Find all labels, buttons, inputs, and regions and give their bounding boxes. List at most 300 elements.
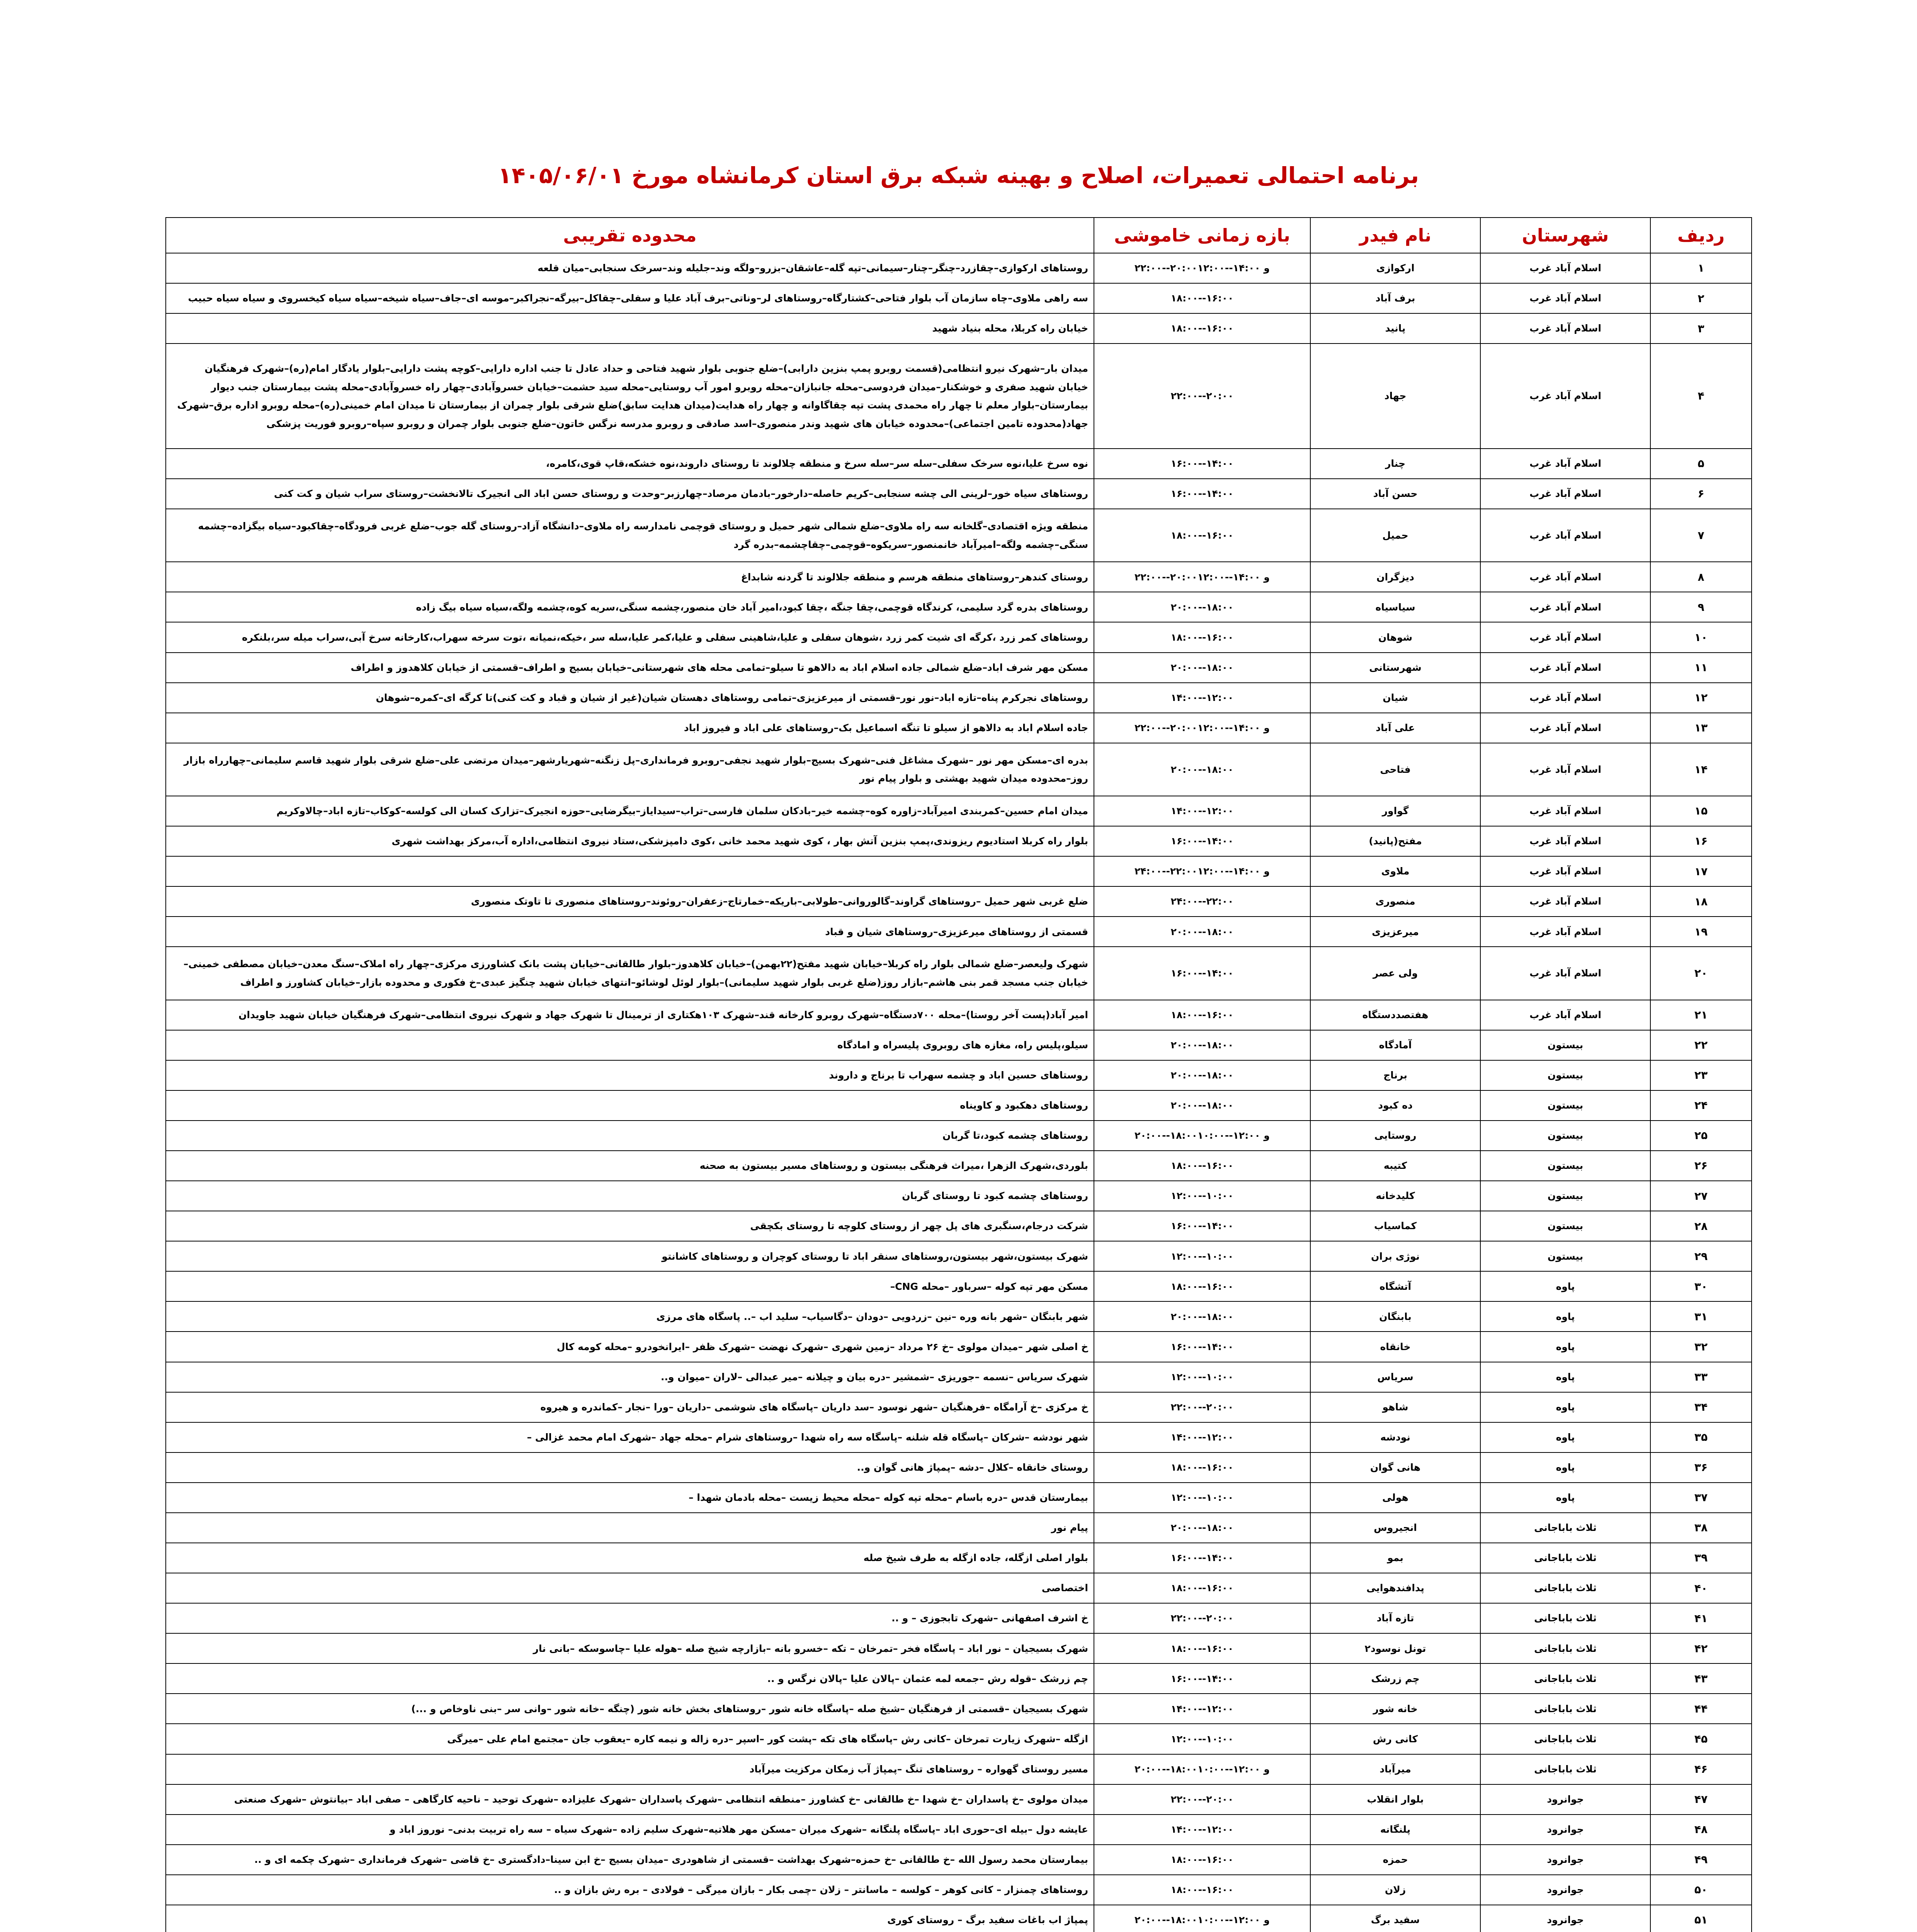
table-row xyxy=(166,1724,1752,1754)
city-cell: پاوه xyxy=(1480,1422,1650,1452)
outage-time-cell: ۱۸:۰۰--۱۶:۰۰ xyxy=(1094,509,1310,562)
feeder-cell: ملاوی xyxy=(1310,856,1480,886)
area-cell: روستاهای ارکوازی–چقازرد–چنگر–چنار–سیمانی–تپه گله–عاشقان–بزرو–ولگه وند–جلیله وند–سرخک سنجابی–میان قلعه xyxy=(166,253,1094,283)
city-cell: اسلام آباد غرب xyxy=(1480,283,1650,313)
feeder-cell: ده کبود xyxy=(1310,1090,1480,1121)
city-cell: بیستون xyxy=(1480,1030,1650,1060)
feeder-cell: حمیل xyxy=(1310,509,1480,562)
outage-time-cell: ۱۴:۰۰--۱۲:۰۰ xyxy=(1094,683,1310,713)
table-row xyxy=(166,253,1752,283)
area-cell: شهرک بسیجیان – نور اباد – پاسگاه فخر –تمرخان – تکه –خسرو بانه –بازارچه شیخ صله –هوله علیا –چاسوسکه –بانی نار xyxy=(166,1633,1094,1663)
area-cell: مسیر روستای گهواره – روستاهای تنگ –پمپاژ آب زمکان مرکزیت میرآباد xyxy=(166,1754,1094,1784)
city-cell: پاوه xyxy=(1480,1483,1650,1513)
outage-time-cell: ۲۰:۰۰--۱۸:۰۰ xyxy=(1094,592,1310,622)
row-number: ۴ xyxy=(1650,344,1752,449)
area-cell: روستاهای دهکبود و کاویناه xyxy=(166,1090,1094,1121)
area-cell: روستاهای چشمه کبود،تا گربان xyxy=(166,1121,1094,1151)
row-number: ۲۹ xyxy=(1650,1241,1752,1271)
table-row xyxy=(166,917,1752,947)
table-row xyxy=(166,1483,1752,1513)
table-row xyxy=(166,796,1752,826)
area-cell: روستاهای چشمه کبود تا روستای گربان xyxy=(166,1181,1094,1211)
row-number: ۴۰ xyxy=(1650,1573,1752,1603)
city-cell: اسلام آباد غرب xyxy=(1480,796,1650,826)
area-cell: روستاهای کمر زرد ،کرگه ای شیت کمر زرد ،شوهان سفلی و علیا،شاهینی سفلی و علیا،کمر علیا،سله سر ،خیکه،نمیانه ،توت سرخه سهراب،کارخانه سرخ آبی،سراب میله سر،بلنکره xyxy=(166,622,1094,652)
feeder-cell: برناج xyxy=(1310,1060,1480,1090)
feeder-cell: ارکوازی xyxy=(1310,253,1480,283)
row-number: ۲۱ xyxy=(1650,1000,1752,1030)
table-row xyxy=(166,1573,1752,1603)
table-row xyxy=(166,1815,1752,1845)
table-row xyxy=(166,1845,1752,1875)
row-number: ۴۸ xyxy=(1650,1815,1752,1845)
outage-schedule-table xyxy=(165,217,1752,1932)
table-row xyxy=(166,1271,1752,1301)
row-number: ۱۶ xyxy=(1650,826,1752,856)
outage-time-cell: ۱۸:۰۰--۱۶:۰۰ xyxy=(1094,1845,1310,1875)
area-cell: مسکن مهر تپه کوله –سرباور –محله CNG– xyxy=(166,1271,1094,1301)
city-cell: بیستون xyxy=(1480,1090,1650,1121)
feeder-cell: شوهان xyxy=(1310,622,1480,652)
row-number: ۲۵ xyxy=(1650,1121,1752,1151)
outage-time-cell: ۲۴:۰۰--۲۲:۰۰و ۱۴:۰۰--۱۲:۰۰ xyxy=(1094,856,1310,886)
feeder-cell: شهرستانی xyxy=(1310,653,1480,683)
row-number: ۴۱ xyxy=(1650,1603,1752,1633)
table-row xyxy=(166,1392,1752,1422)
area-cell: جاده اسلام اباد به دالاهو از سیلو تا تنگه اسماعیل بک–روستاهای علی اباد و فیروز اباد xyxy=(166,713,1094,743)
table-row xyxy=(166,886,1752,917)
city-cell: ثلاث باباجانی xyxy=(1480,1663,1650,1694)
row-number: ۲۲ xyxy=(1650,1030,1752,1060)
table-row xyxy=(166,1513,1752,1543)
city-cell: بیستون xyxy=(1480,1060,1650,1090)
area-cell: شهر نودشه –شرکان –پاسگاه قله شلنه –پاسگاه سه راه شهدا –روستاهای شرام –محله جهاد –شهرک امام محمد غزالی – xyxy=(166,1422,1094,1452)
feeder-cell: روستایی xyxy=(1310,1121,1480,1151)
table-row xyxy=(166,1784,1752,1815)
table-row xyxy=(166,1422,1752,1452)
table-row xyxy=(166,1603,1752,1633)
feeder-cell: منصوری xyxy=(1310,886,1480,917)
outage-time-cell: ۲۰:۰۰--۱۸:۰۰ xyxy=(1094,1090,1310,1121)
area-cell: روستاهای بدره گرد سلیمی، کرندگاه قوچمی،چقا جنگه ،چقا کبود،امیر آباد خان منصور،چشمه سنگی،سریه کوه،چشمه ولگه،سیاه سیاه بیگ زاده xyxy=(166,592,1094,622)
city-cell: بیستون xyxy=(1480,1121,1650,1151)
area-cell: منطقه ویژه اقتصادی–گلخانه سه راه ملاوی–ضلع شمالی شهر حمیل و روستای قوچمی نامدارسه راه ملاوی–دانشگاه آزاد–روستای گله جوب–ضلع غربی فرودگاه–چقاکبود–سیاه بیگزاده–چشمه سنگی–چشمه ولگه–امیرآباد خانمنصور–سریکوه–قوچمی–چقاچشمه–بدره گرد xyxy=(166,509,1094,562)
area-cell: بدره ای–مسکن مهر نور –شهرک مشاغل فنی–شهرک بسیج–بلوار شهید نجفی–روبرو فرمانداری–پل زنگنه–شهریارشهر–میدان مرتضی علی–ضلع شرقی بلوار شهید قاسم سلیمانی–چهارراه بازار روز–محدوده میدان شهید بهشتی و بلوار پیام نور xyxy=(166,743,1094,796)
city-cell: اسلام آباد غرب xyxy=(1480,344,1650,449)
area-cell: بیمارستان قدس –دره باسام –محله تپه کوله –محله محیط زیست –محله بادمان شهدا – xyxy=(166,1483,1094,1513)
area-cell: عایشه دول –بیله ای–حوری اباد –پاسگاه پلنگانه –شهرک میران –مسکن مهر هلاتیه–شهرک سلیم زاده –شهرک سیاه – سه راه تربیت بدنی– نوروز اباد و xyxy=(166,1815,1094,1845)
row-number: ۳۴ xyxy=(1650,1392,1752,1422)
city-cell: ثلاث باباجانی xyxy=(1480,1754,1650,1784)
table-row xyxy=(166,1905,1752,1932)
outage-time-cell: ۲۲:۰۰--۲۰:۰۰ xyxy=(1094,1603,1310,1633)
area-cell: روستاهای نجرکرم پناه–تازه اباد–نور نور–قسمتی از میرعزیزی–تمامی روستاهای دهستان شیان(غیر از شیان و قباد و کت کنی)تا کرگه ای–کمره–شوهان xyxy=(166,683,1094,713)
city-cell: پاوه xyxy=(1480,1271,1650,1301)
area-cell: شهر بابنگان –شهر بانه وره –نین –زردویی –دودان –دگاسیاب– سلید اب –.. پاسگاه های مرزی xyxy=(166,1301,1094,1332)
table-row xyxy=(166,856,1752,886)
area-cell: اختصاصی xyxy=(166,1573,1094,1603)
table-row xyxy=(166,683,1752,713)
table-row xyxy=(166,713,1752,743)
row-number: ۳۶ xyxy=(1650,1452,1752,1483)
feeder-cell: انجیروس xyxy=(1310,1513,1480,1543)
feeder-cell: کتیبه xyxy=(1310,1151,1480,1181)
feeder-cell: ولی عصر xyxy=(1310,947,1480,1000)
table-row xyxy=(166,1754,1752,1784)
outage-time-cell: ۱۸:۰۰--۱۶:۰۰ xyxy=(1094,1271,1310,1301)
table-row xyxy=(166,283,1752,313)
area-cell: شرکت درجام،سنگبری های پل چهر از روستای کلوچه تا روستای بکچقی xyxy=(166,1211,1094,1241)
feeder-cell: سریاس xyxy=(1310,1362,1480,1392)
city-cell: ثلاث باباجانی xyxy=(1480,1573,1650,1603)
outage-time-cell: ۱۲:۰۰--۱۰:۰۰ xyxy=(1094,1483,1310,1513)
row-number: ۲۶ xyxy=(1650,1151,1752,1181)
outage-time-cell: ۱۸:۰۰--۱۶:۰۰ xyxy=(1094,313,1310,344)
outage-time-cell: ۱۸:۰۰--۱۶:۰۰ xyxy=(1094,1000,1310,1030)
outage-time-cell: ۱۸:۰۰--۱۶:۰۰ xyxy=(1094,1452,1310,1483)
row-number: ۴۷ xyxy=(1650,1784,1752,1815)
table-row xyxy=(166,1633,1752,1663)
feeder-cell: میرعزیزی xyxy=(1310,917,1480,947)
feeder-cell: خانقاه xyxy=(1310,1332,1480,1362)
area-cell: امیر آباد(پست آخر روستا)–محله ۷۰۰دستگاه–شهرک روبرو کارخانه قند–شهرک ۱۰۳هکتاری از ترمینال تا شهرک جهاد و شهرک نیروی انتظامی–شهرک فرهنگیان خیابان شهید جاویدان xyxy=(166,1000,1094,1030)
row-number: ۳۵ xyxy=(1650,1422,1752,1452)
city-cell: ثلاث باباجانی xyxy=(1480,1633,1650,1663)
city-cell: بیستون xyxy=(1480,1211,1650,1241)
city-cell: پاوه xyxy=(1480,1362,1650,1392)
city-cell: اسلام آباد غرب xyxy=(1480,826,1650,856)
row-number: ۳ xyxy=(1650,313,1752,344)
outage-time-cell: ۲۰:۰۰--۱۸:۰۰و ۱۲:۰۰--۱۰:۰۰ xyxy=(1094,1121,1310,1151)
feeder-cell: جهاد xyxy=(1310,344,1480,449)
header-row-number: ردیف xyxy=(1650,218,1752,253)
table-row xyxy=(166,313,1752,344)
row-number: ۴۲ xyxy=(1650,1633,1752,1663)
row-number: ۲۷ xyxy=(1650,1181,1752,1211)
feeder-cell: نودشه xyxy=(1310,1422,1480,1452)
row-number: ۳۱ xyxy=(1650,1301,1752,1332)
outage-time-cell: ۱۴:۰۰--۱۲:۰۰ xyxy=(1094,1815,1310,1845)
feeder-cell: نوژی بران xyxy=(1310,1241,1480,1271)
feeder-cell: سفید برگ xyxy=(1310,1905,1480,1932)
table-row xyxy=(166,1121,1752,1151)
outage-time-cell: ۱۸:۰۰--۱۶:۰۰ xyxy=(1094,1633,1310,1663)
area-cell: خ اشرف اصفهانی –شهرک تابجوزی – و .. xyxy=(166,1603,1094,1633)
table-row xyxy=(166,653,1752,683)
feeder-cell: بلوار انقلاب xyxy=(1310,1784,1480,1815)
row-number: ۱۹ xyxy=(1650,917,1752,947)
row-number: ۹ xyxy=(1650,592,1752,622)
row-number: ۱۱ xyxy=(1650,653,1752,683)
city-cell: جوانرود xyxy=(1480,1845,1650,1875)
table-row xyxy=(166,1543,1752,1573)
feeder-cell: پانید xyxy=(1310,313,1480,344)
city-cell: اسلام آباد غرب xyxy=(1480,562,1650,592)
outage-time-cell: ۱۸:۰۰--۱۶:۰۰ xyxy=(1094,1151,1310,1181)
row-number: ۳۸ xyxy=(1650,1513,1752,1543)
table-body xyxy=(166,253,1752,1932)
city-cell: اسلام آباد غرب xyxy=(1480,713,1650,743)
outage-time-cell: ۱۶:۰۰--۱۴:۰۰ xyxy=(1094,1211,1310,1241)
city-cell: ثلاث باباجانی xyxy=(1480,1603,1650,1633)
area-cell: شهرک سریاس –نسمه –جوریزی –شمشیر –دره بیان و چیلانه –میر عبدالی –لاران –میوان و.. xyxy=(166,1362,1094,1392)
city-cell: اسلام آباد غرب xyxy=(1480,622,1650,652)
area-cell: روستای خانقاه –کلال –دشه –پمپاژ هانی گوان و.. xyxy=(166,1452,1094,1483)
table-row xyxy=(166,562,1752,592)
table-row xyxy=(166,1090,1752,1121)
table-row xyxy=(166,1030,1752,1060)
feeder-cell: گواور xyxy=(1310,796,1480,826)
feeder-cell: آمادگاه xyxy=(1310,1030,1480,1060)
outage-time-cell: ۲۰:۰۰--۱۸:۰۰و ۱۲:۰۰--۱۰:۰۰ xyxy=(1094,1754,1310,1784)
area-cell: شهرک بیستون،شهر بیستون،روستاهای سنقر اباد تا روستای کوچران و روستاهای کاشانتو xyxy=(166,1241,1094,1271)
city-cell: اسلام آباد غرب xyxy=(1480,683,1650,713)
row-number: ۱۵ xyxy=(1650,796,1752,826)
outage-time-cell: ۱۸:۰۰--۱۶:۰۰ xyxy=(1094,1573,1310,1603)
area-cell: سه راهی ملاوی–چاه سازمان آب بلوار فتاحی–کشتارگاه–روستاهای لر–وناتی–برف آباد علیا و سفلی–چقاکل–بیرگه–نجراکبر–موسه ای–جاف–سیاه شیخه–سیاه سیاه کیخسروی و سیاه سیاه حبیب xyxy=(166,283,1094,313)
city-cell: اسلام آباد غرب xyxy=(1480,947,1650,1000)
table-row xyxy=(166,1663,1752,1694)
row-number: ۵۰ xyxy=(1650,1875,1752,1905)
header-area: محدوده تقریبی xyxy=(166,218,1094,253)
row-number: ۴۵ xyxy=(1650,1724,1752,1754)
row-number: ۲ xyxy=(1650,283,1752,313)
outage-time-cell: ۲۰:۰۰--۱۸:۰۰و ۱۲:۰۰--۱۰:۰۰ xyxy=(1094,1905,1310,1932)
feeder-cell: کماسیاب xyxy=(1310,1211,1480,1241)
row-number: ۳۳ xyxy=(1650,1362,1752,1392)
feeder-cell: هانی گوان xyxy=(1310,1452,1480,1483)
row-number: ۷ xyxy=(1650,509,1752,562)
table-row xyxy=(166,1060,1752,1090)
table-row xyxy=(166,1211,1752,1241)
area-cell: میدان مولوی –خ پاسداران –خ شهدا –خ طالقانی –خ کشاورز –منطقه انتظامی –شهرک پاسداران –شهرک علیزاده –شهرک توحید – ناحیه کارگاهی – صفی اباد –بیانتوش –شهرک صنعتی xyxy=(166,1784,1094,1815)
feeder-cell: حسن آباد xyxy=(1310,479,1480,509)
outage-time-cell: ۱۶:۰۰--۱۴:۰۰ xyxy=(1094,1543,1310,1573)
area-cell: بلوار اصلی ازگله، جاده ازگله به طرف شیخ صله xyxy=(166,1543,1094,1573)
city-cell: بیستون xyxy=(1480,1241,1650,1271)
city-cell: اسلام آباد غرب xyxy=(1480,449,1650,479)
outage-time-cell: ۱۸:۰۰--۱۶:۰۰ xyxy=(1094,1875,1310,1905)
area-cell: روستاهای چمنزار – کانی کوهر – کولسه – ماسانتر – زلان –چمی بکار – بازان میرگی – فولادی – بره رش بازان و .. xyxy=(166,1875,1094,1905)
area-cell: میدان بار–شهرک نیرو انتظامی(قسمت روبرو پمپ بنزین دارابی)–ضلع جنوبی بلوار شهید فتاحی و حداد عادل تا جنب اداره دارایی–کوچه پشت دارایی–بلوار یادگار امام(ره)–شهرک فرهنگیان خیابان شهید صفری و خوشکنار–میدان فردوسی–محله جانبازان–محله روبرو امور آب روستایی–محله سید حشمت–خیابان خسروآبادی–چهار راه خسروآبادی–محله پشت بیمارستان جنب دیوار بیمارستان–بلوار معلم تا چهار راه محمدی پشت تپه چقاگاوانه و چهار راه هدایت(میدان هدایت سابق)ضلع شرقی بلوار چمران از بیمارستان تا میدان امام خمینی(ره)–محله روبرو اداره برق–شهرک جهاد(محدوده تامین اجتماعی)–محدوده خیابان های شهید وندر منصوری–اسد صادقی و روبرو مدرسه نرگس خاتون–ضلع جنوبی بلوار چمران و روبرو سپاه–روبرو فوریت پزشکی xyxy=(166,344,1094,449)
city-cell: اسلام آباد غرب xyxy=(1480,1000,1650,1030)
outage-time-cell: ۱۸:۰۰--۱۶:۰۰ xyxy=(1094,283,1310,313)
outage-time-cell: ۱۶:۰۰--۱۴:۰۰ xyxy=(1094,947,1310,1000)
outage-time-cell: ۲۰:۰۰--۱۸:۰۰ xyxy=(1094,917,1310,947)
page-title: برنامه احتمالی تعمیرات، اصلاح و بهینه شبکه برق استان کرمانشاه مورخ ۱۴۰۵/۰۶/۰۱ xyxy=(498,162,1419,189)
row-number: ۸ xyxy=(1650,562,1752,592)
row-number: ۳۹ xyxy=(1650,1543,1752,1573)
area-cell: خ اصلی شهر –میدان مولوی –خ ۲۶ مرداد –زمین شهری –شهرک نهضت –شهرک ظفر –ایرانخودرو –محله کومه کال xyxy=(166,1332,1094,1362)
feeder-cell: پلنگانه xyxy=(1310,1815,1480,1845)
outage-time-cell: ۲۰:۰۰--۱۸:۰۰ xyxy=(1094,1301,1310,1332)
city-cell: اسلام آباد غرب xyxy=(1480,479,1650,509)
table-row xyxy=(166,1362,1752,1392)
outage-time-cell: ۱۶:۰۰--۱۴:۰۰ xyxy=(1094,1663,1310,1694)
table-row xyxy=(166,1875,1752,1905)
outage-time-cell: ۱۲:۰۰--۱۰:۰۰ xyxy=(1094,1241,1310,1271)
outage-time-cell: ۱۴:۰۰--۱۲:۰۰ xyxy=(1094,1694,1310,1724)
table-row xyxy=(166,622,1752,652)
outage-time-cell: ۲۲:۰۰--۲۰:۰۰و ۱۴:۰۰--۱۲:۰۰ xyxy=(1094,562,1310,592)
row-number: ۱۰ xyxy=(1650,622,1752,652)
area-cell: ضلع غربی شهر حمیل –روستاهای گراوند–گالوروانی–طولابی–باریکه–خمارتاج–زعفران–روئوند–روستاهای منصوری تا تاوتک منصوری xyxy=(166,886,1094,917)
table-row xyxy=(166,1301,1752,1332)
feeder-cell: میرآباد xyxy=(1310,1754,1480,1784)
feeder-cell: بابنگان xyxy=(1310,1301,1480,1332)
city-cell: اسلام آباد غرب xyxy=(1480,253,1650,283)
area-cell: پیام نور xyxy=(166,1513,1094,1543)
header-city: شهرستان xyxy=(1480,218,1650,253)
table-row xyxy=(166,1241,1752,1271)
area-cell: روستاهای سیاه خور–لرینی الی چشه سنجابی–کریم حاصله–دارخور–بادمان مرصاد–چهارزبر–وحدت و روستای حسن اباد الی انجیرک تالانخشت–روستای سراب شیان و کت کنی xyxy=(166,479,1094,509)
outage-time-cell: ۲۰:۰۰--۱۸:۰۰ xyxy=(1094,1513,1310,1543)
outage-time-cell: ۱۶:۰۰--۱۴:۰۰ xyxy=(1094,1332,1310,1362)
city-cell: بیستون xyxy=(1480,1181,1650,1211)
row-number: ۴۴ xyxy=(1650,1694,1752,1724)
row-number: ۳۲ xyxy=(1650,1332,1752,1362)
city-cell: پاوه xyxy=(1480,1452,1650,1483)
table-row xyxy=(166,1181,1752,1211)
row-number: ۲۴ xyxy=(1650,1090,1752,1121)
table-row xyxy=(166,1694,1752,1724)
row-number: ۱۳ xyxy=(1650,713,1752,743)
row-number: ۶ xyxy=(1650,479,1752,509)
row-number: ۴۳ xyxy=(1650,1663,1752,1694)
city-cell: بیستون xyxy=(1480,1151,1650,1181)
row-number: ۱۴ xyxy=(1650,743,1752,796)
outage-time-cell: ۲۲:۰۰--۲۰:۰۰و ۱۴:۰۰--۱۲:۰۰ xyxy=(1094,713,1310,743)
table-row xyxy=(166,592,1752,622)
table-row xyxy=(166,947,1752,1000)
header-feeder: نام فیدر xyxy=(1310,218,1480,253)
area-cell xyxy=(166,856,1094,886)
city-cell: ثلاث باباجانی xyxy=(1480,1513,1650,1543)
outage-time-cell: ۱۴:۰۰--۱۲:۰۰ xyxy=(1094,1422,1310,1452)
area-cell: قسمتی از روستاهای میرعزیزی–روستاهای شیان و قباد xyxy=(166,917,1094,947)
row-number: ۴۹ xyxy=(1650,1845,1752,1875)
row-number: ۳۰ xyxy=(1650,1271,1752,1301)
table-row xyxy=(166,479,1752,509)
outage-time-cell: ۱۴:۰۰--۱۲:۰۰ xyxy=(1094,796,1310,826)
row-number: ۵ xyxy=(1650,449,1752,479)
feeder-cell: آتشگاه xyxy=(1310,1271,1480,1301)
row-number: ۱۷ xyxy=(1650,856,1752,886)
area-cell: بلوردی،شهرک الزهرا ،میراث فرهنگی بیستون و روستاهای مسیر بیستون به صحنه xyxy=(166,1151,1094,1181)
outage-time-cell: ۱۶:۰۰--۱۴:۰۰ xyxy=(1094,449,1310,479)
city-cell: اسلام آباد غرب xyxy=(1480,886,1650,917)
feeder-cell: پدافندهوایی xyxy=(1310,1573,1480,1603)
city-cell: اسلام آباد غرب xyxy=(1480,856,1650,886)
feeder-cell: شاهو xyxy=(1310,1392,1480,1422)
area-cell: چم زرشک –قوله رش –جمعه لمه عثمان –پالان علیا –پالان نرگس و .. xyxy=(166,1663,1094,1694)
city-cell: ثلاث باباجانی xyxy=(1480,1543,1650,1573)
outage-time-cell: ۱۲:۰۰--۱۰:۰۰ xyxy=(1094,1362,1310,1392)
table-row xyxy=(166,449,1752,479)
feeder-cell: فتاحی xyxy=(1310,743,1480,796)
city-cell: جوانرود xyxy=(1480,1815,1650,1845)
area-cell: بلوار راه کربلا استادیوم ریزوندی،پمپ بنزین آتش بهار ، کوی شهید محمد خانی ،کوی دامپزشکی،ستاد نیروی انتظامی،اداره آب،مرکز بهداشت شهری xyxy=(166,826,1094,856)
row-number: ۱ xyxy=(1650,253,1752,283)
feeder-cell: تونل نوسود۲ xyxy=(1310,1633,1480,1663)
outage-time-cell: ۱۶:۰۰--۱۴:۰۰ xyxy=(1094,826,1310,856)
area-cell: نوه سرخ علیا،نوه سرخک سفلی–سله سر–سله سرخ و منطقه چلالوند تا روستای داروند،نوه خشکه،قاپ قوی،کامره، xyxy=(166,449,1094,479)
feeder-cell: دیزگران xyxy=(1310,562,1480,592)
outage-time-cell: ۱۸:۰۰--۱۶:۰۰ xyxy=(1094,622,1310,652)
table-row xyxy=(166,1000,1752,1030)
area-cell: میدان امام حسین–کمربندی امیرآباد–زاوره کوه–چشمه خیر–بادکان سلمان فارسی–تراب–سیدایاز–بیگرضایی–حوزه انجیرک–تزارک کسان الی کولسه–کوکاب–تازه اباد–چالاوکریم xyxy=(166,796,1094,826)
outage-time-cell: ۲۰:۰۰--۱۸:۰۰ xyxy=(1094,653,1310,683)
city-cell: ثلاث باباجانی xyxy=(1480,1724,1650,1754)
outage-time-cell: ۱۶:۰۰--۱۴:۰۰ xyxy=(1094,479,1310,509)
table-row xyxy=(166,1332,1752,1362)
outage-time-cell: ۲۲:۰۰--۲۰:۰۰ xyxy=(1094,344,1310,449)
area-cell: مسکن مهر شرف اباد–ضلع شمالی جاده اسلام اباد به دالاهو تا سیلو–تمامی محله های شهرستانی–خیابان بسیج و اطراف–قسمتی از خیابان کلاهدوز و اطراف xyxy=(166,653,1094,683)
feeder-cell: کلیدخانه xyxy=(1310,1181,1480,1211)
city-cell: اسلام آباد غرب xyxy=(1480,592,1650,622)
row-number: ۲۳ xyxy=(1650,1060,1752,1090)
table-row xyxy=(166,826,1752,856)
outage-time-cell: ۱۲:۰۰--۱۰:۰۰ xyxy=(1094,1724,1310,1754)
feeder-cell: خانه شور xyxy=(1310,1694,1480,1724)
area-cell: شهرک بسیجیان –قسمتی از فرهنگیان –شیخ صله –پاسگاه خانه شور –روستاهای بخش خانه شور (چنگه –خانه شور –وانی سر –بنی ناوخاص و ...) xyxy=(166,1694,1094,1724)
city-cell: اسلام آباد غرب xyxy=(1480,917,1650,947)
feeder-cell: چنار xyxy=(1310,449,1480,479)
feeder-cell: شیان xyxy=(1310,683,1480,713)
table-row xyxy=(166,344,1752,449)
city-cell: جوانرود xyxy=(1480,1784,1650,1815)
header-time: بازه زمانی خاموشی xyxy=(1094,218,1310,253)
feeder-cell: چم زرشک xyxy=(1310,1663,1480,1694)
feeder-cell: زلان xyxy=(1310,1875,1480,1905)
feeder-cell: برف آباد xyxy=(1310,283,1480,313)
outage-time-cell: ۲۰:۰۰--۱۸:۰۰ xyxy=(1094,743,1310,796)
feeder-cell: هولی xyxy=(1310,1483,1480,1513)
outage-time-cell: ۲۴:۰۰--۲۲:۰۰ xyxy=(1094,886,1310,917)
area-cell: بیمارستان محمد رسول الله –خ طالقانی –خ حمزه–شهرک بهداشت –قسمتی از شاهودری –میدان بسیج –خ ابن سینا–دادگستری –خ قاضی –شهرک فرمانداری –شهرک چکمه ای و .. xyxy=(166,1845,1094,1875)
outage-time-cell: ۲۰:۰۰--۱۸:۰۰ xyxy=(1094,1060,1310,1090)
row-number: ۴۶ xyxy=(1650,1754,1752,1784)
row-number: ۲۰ xyxy=(1650,947,1752,1000)
city-cell: جوانرود xyxy=(1480,1875,1650,1905)
feeder-cell: سیاسیاه xyxy=(1310,592,1480,622)
city-cell: اسلام آباد غرب xyxy=(1480,653,1650,683)
row-number: ۱۸ xyxy=(1650,886,1752,917)
city-cell: اسلام آباد غرب xyxy=(1480,743,1650,796)
city-cell: جوانرود xyxy=(1480,1905,1650,1932)
area-cell: خ مرکزی –خ آرامگاه –فرهنگیان –شهر نوسود –سد داریان –پاسگاه های شوشمی –داریان –ورا –نجار –کماندره و هیروه xyxy=(166,1392,1094,1422)
feeder-cell: حمزه xyxy=(1310,1845,1480,1875)
table-row xyxy=(166,1151,1752,1181)
table-header-row xyxy=(166,218,1752,253)
table-row xyxy=(166,1452,1752,1483)
outage-time-cell: ۲۰:۰۰--۱۸:۰۰ xyxy=(1094,1030,1310,1060)
outage-time-cell: ۱۲:۰۰--۱۰:۰۰ xyxy=(1094,1181,1310,1211)
area-cell: ازگله –شهرک زیارت تمرخان –کانی رش –پاسگاه های تکه –پشت کور –اسپر –دره زاله و نیمه کاره –یعقوب جان –مجتمع امام علی –میرگی xyxy=(166,1724,1094,1754)
feeder-cell: مفتح(پانید) xyxy=(1310,826,1480,856)
outage-time-cell: ۲۲:۰۰--۲۰:۰۰ xyxy=(1094,1392,1310,1422)
area-cell: روستاهای حسین اباد و چشمه سهراب تا برناج و داروند xyxy=(166,1060,1094,1090)
row-number: ۱۲ xyxy=(1650,683,1752,713)
city-cell: ثلاث باباجانی xyxy=(1480,1694,1650,1724)
area-cell: روستای کندهر–روستاهای منطقه هرسم و منطقه جلالوند تا گردنه شابداغ xyxy=(166,562,1094,592)
outage-time-cell: ۲۲:۰۰--۲۰:۰۰ xyxy=(1094,1784,1310,1815)
city-cell: پاوه xyxy=(1480,1301,1650,1332)
feeder-cell: هفتصددستگاه xyxy=(1310,1000,1480,1030)
outage-time-cell: ۲۲:۰۰--۲۰:۰۰و ۱۴:۰۰--۱۲:۰۰ xyxy=(1094,253,1310,283)
city-cell: اسلام آباد غرب xyxy=(1480,313,1650,344)
feeder-cell: تازه آباد xyxy=(1310,1603,1480,1633)
